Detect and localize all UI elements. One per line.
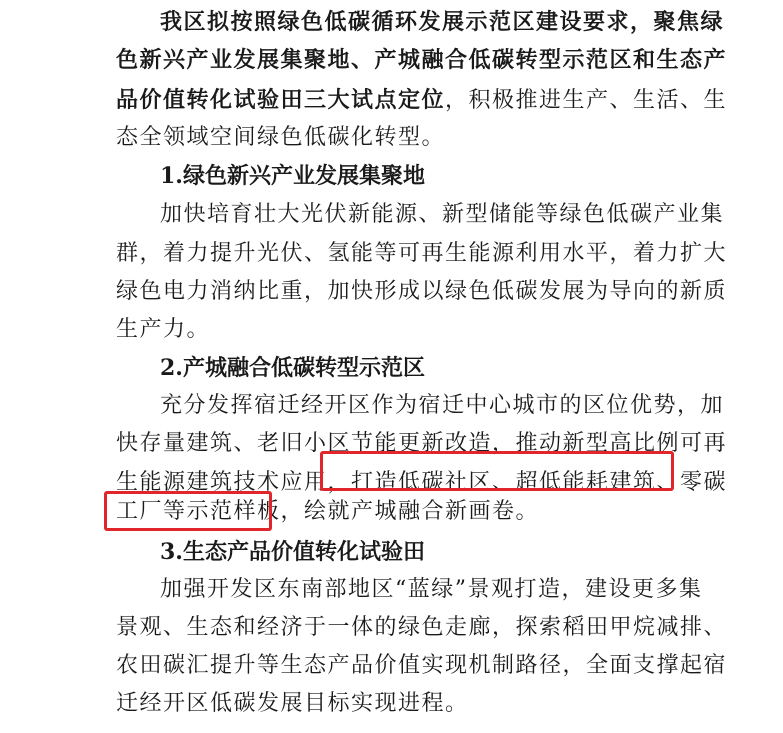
intro-line-2: 色新兴产业发展集聚地、产城融合低碳转型示范区和生态产 [116,47,728,73]
section-3-line-4: 迁经开区低碳发展目标实现进程。 [116,691,469,716]
section-2-line-2: 快存量建筑、老旧小区节能更新改造，推动新型高比例可再 [116,431,728,456]
intro-line-3-rest: ，积极推进生产、生活、生 [445,88,728,113]
highlight-box-lower [104,491,272,531]
section-2-line-1: 充分发挥宿迁经开区作为宿迁中心城市的区位优势，加 [160,393,725,418]
section-2-heading: 2.产城融合低碳转型示范区 [160,355,425,381]
intro-line-3-bold: 品价值转化试验田三大试点定位 [116,87,446,113]
section-3-heading: 3.生态产品价值转化试验田 [160,539,425,565]
section-2-line-4-rest: ，绘就产城融合新画卷。 [280,499,540,524]
section-1-heading: 1.绿色新兴产业发展集聚地 [160,163,425,189]
section-3-line-1: 加强开发区东南部地区“蓝绿”景观打造，建设更多集 [160,577,703,602]
section-1-line-2: 群，着力提升光伏、氢能等可再生能源利用水平，着力扩大 [116,241,728,266]
intro-line-4: 态全领域空间绿色低碳化转型。 [116,125,446,150]
section-1-line-1: 加快培育壮大光伏新能源、新型储能等绿色低碳产业集 [160,202,725,227]
highlighted-text-part-2: 工厂等示范样板 [116,499,281,524]
section-2-line-3-text: 生能源建筑技术应用， [116,470,352,495]
section-3-line-2: 景观、生态和经济于一体的绿色走廊，探索稻田甲烷减排、 [116,615,728,640]
section-1-line-3: 绿色电力消纳比重，加快形成以绿色低碳发展为导向的新质 [116,279,728,304]
intro-line-1: 我区拟按照绿色低碳循环发展示范区建设要求，聚焦绿 [160,9,725,35]
section-1-line-4: 生产力。 [116,317,211,342]
section-3-line-3: 农田碳汇提升等生态产品价值实现机制路径，全面支撑起宿 [116,653,728,678]
highlight-box-upper [320,451,674,491]
highlighted-text-part-1: 打造低碳社区、超低能耗建筑、零碳 [351,470,728,495]
intro-line-3 [116,80,727,120]
